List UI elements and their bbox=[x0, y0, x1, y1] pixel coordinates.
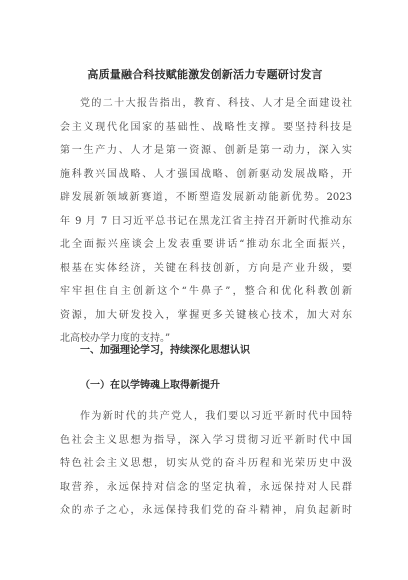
paragraph-line: 资源，加大研发投入，掌握更多关键核心技术，加大对东 bbox=[60, 309, 352, 321]
paragraph-line: 第一生产力、人才是第一资源、创新是第一动力，深入实 bbox=[60, 145, 352, 156]
paragraph-line: 特色社会主义思想，切实从党的奋斗历程和光荣历史中汲 bbox=[60, 458, 352, 469]
paragraph-line: 作为新时代的共产党人，我们要以习近平新时代中国特 bbox=[80, 411, 352, 422]
paragraph-intro bbox=[60, 92, 352, 351]
paragraph-line: 辟发展新领域新赛道，不断塑造发展新动能新优势。2023 bbox=[60, 192, 352, 203]
paragraph-line: 党的二十大报告指出，教育、科技、人才是全面建设社 bbox=[80, 98, 352, 109]
paragraph-body bbox=[60, 405, 352, 523]
section-heading: 一、加强理论学习，持续深化思想认识 bbox=[80, 345, 250, 356]
paragraph-line: 取营养，永远保持对信念的坚定执着，永远保持对人民群 bbox=[60, 481, 352, 493]
paragraph-line: 牢牢担住自主创新这个“牛鼻子”，整合和优化科教创新 bbox=[60, 286, 352, 297]
paragraph-line: 北高校办学力度的支持。” bbox=[60, 333, 171, 344]
paragraph-line: 会主义现代化国家的基础性、战略性支撑。要坚持科技是 bbox=[60, 121, 352, 133]
paragraph-line: 年 9 月 7 日习近平总书记在黑龙江省主持召开新时代推动东 bbox=[60, 215, 352, 227]
document-title: 高质量融合科技赋能激发创新活力专题研讨发言 bbox=[87, 68, 323, 81]
paragraph-line: 根基在实体经济，关键在科技创新，方向是产业升级，要 bbox=[60, 262, 352, 274]
paragraph-line: 施科教兴国战略、人才强国战略、创新驱动发展战略，开 bbox=[60, 168, 352, 180]
paragraph-line: 北全面振兴座谈会上发表重要讲话“推动东北全面振兴， bbox=[60, 239, 352, 250]
paragraph-line: 众的赤子之心，永远保持我们党的奋斗精神，肩负起新时 bbox=[60, 505, 352, 516]
subsection-heading: （一）在以学铸魂上取得新提升 bbox=[80, 380, 220, 391]
paragraph-line: 色社会主义思想为指导，深入学习贯彻习近平新时代中国 bbox=[60, 434, 352, 446]
